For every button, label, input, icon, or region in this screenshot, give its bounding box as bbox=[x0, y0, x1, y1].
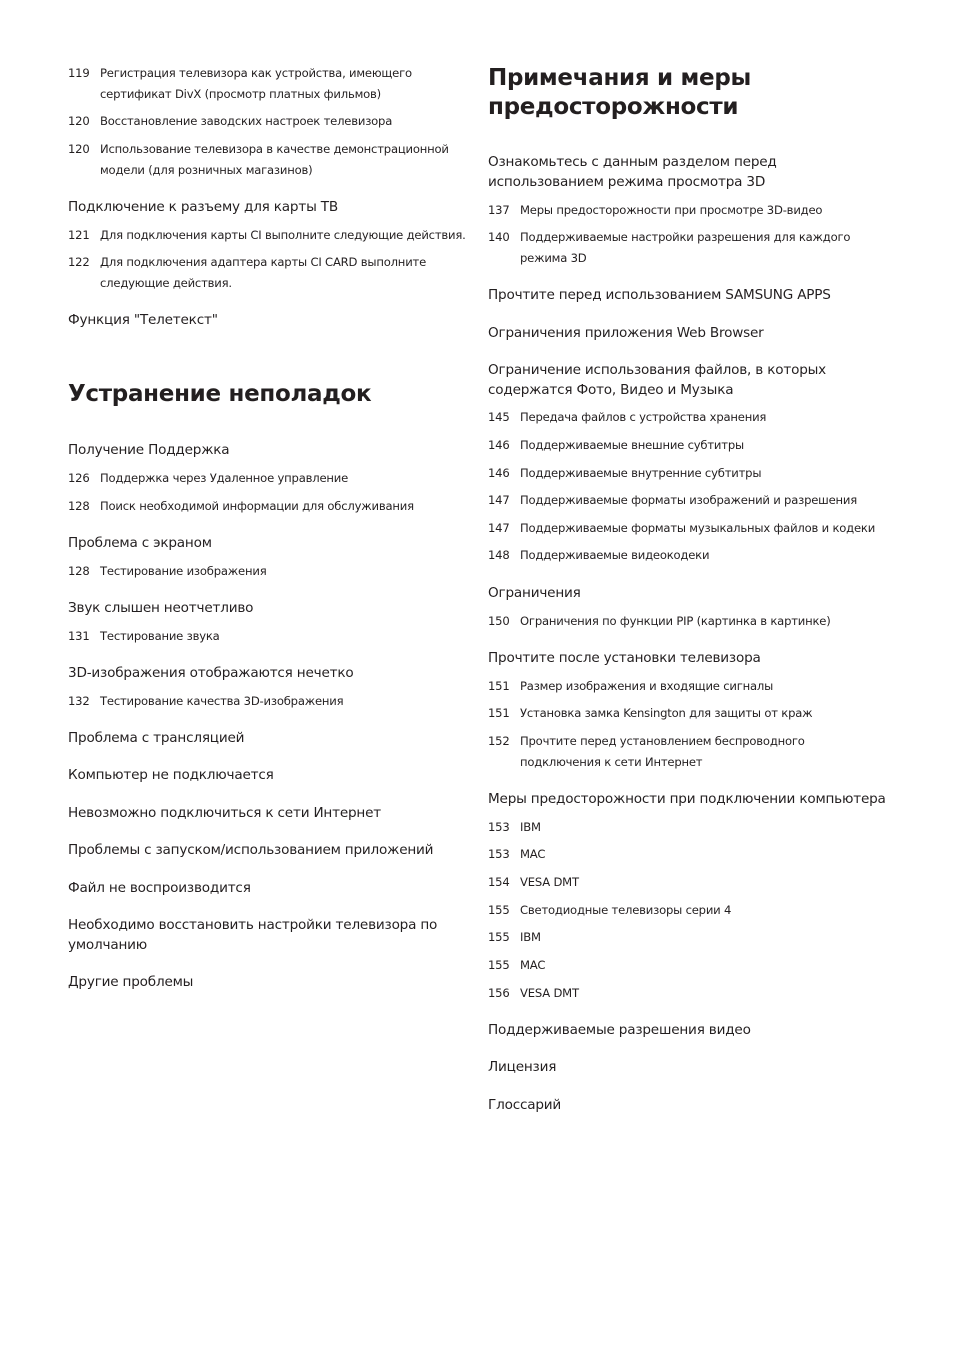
toc-entry[interactable] bbox=[68, 139, 468, 181]
page-number: 155 bbox=[488, 958, 510, 972]
entry-text: Поиск необходимой информации для обслуживания bbox=[100, 499, 414, 513]
entry-text: VESA DMT bbox=[520, 986, 579, 1000]
page-number: 147 bbox=[488, 493, 510, 507]
entry-text: Установка замка Kensington для защиты от краж bbox=[520, 706, 813, 720]
section-title-samsung-apps[interactable]: Прочтите перед использованием SAMSUNG APPS bbox=[488, 287, 831, 303]
entry-text: Для подключения адаптера карты CI CARD выполните следующие действия. bbox=[100, 255, 427, 290]
page-number: 122 bbox=[68, 255, 90, 269]
toc-entry[interactable] bbox=[68, 496, 468, 517]
section-title-apps[interactable]: Проблемы с запуском/использованием приложений bbox=[68, 842, 434, 858]
toc-entry[interactable] bbox=[488, 435, 898, 456]
page-number: 120 bbox=[68, 114, 90, 128]
page-number: 140 bbox=[488, 230, 510, 244]
page-number: 148 bbox=[488, 548, 510, 562]
page-number: 137 bbox=[488, 203, 510, 217]
entry-text: Тестирование качества 3D-изображения bbox=[100, 694, 344, 708]
toc-entry[interactable] bbox=[68, 468, 468, 489]
page-number: 150 bbox=[488, 614, 510, 628]
page-number: 128 bbox=[68, 499, 90, 513]
section-title-glossary[interactable]: Глоссарий bbox=[488, 1097, 562, 1113]
entry-text: Размер изображения и входящие сигналы bbox=[520, 679, 774, 693]
section-title-reset[interactable]: Необходимо восстановить настройки телевизора по умолчанию bbox=[68, 917, 438, 953]
section-title-file[interactable]: Файл не воспроизводится bbox=[68, 880, 251, 896]
entry-text: Поддерживаемые форматы изображений и разрешения bbox=[520, 493, 858, 507]
toc-entry[interactable] bbox=[488, 518, 898, 539]
toc-entry[interactable] bbox=[488, 463, 898, 484]
toc-entry[interactable] bbox=[488, 200, 888, 221]
toc-entry[interactable] bbox=[68, 626, 468, 647]
entry-text: IBM bbox=[520, 820, 541, 834]
toc-entry[interactable] bbox=[68, 225, 478, 246]
entry-text: Поддерживаемые видеокодеки bbox=[520, 548, 710, 562]
toc-entry[interactable] bbox=[488, 545, 898, 566]
page-number: 153 bbox=[488, 820, 510, 834]
toc-entry[interactable] bbox=[488, 983, 888, 1004]
toc-entry[interactable] bbox=[68, 111, 468, 132]
page-number: 120 bbox=[68, 142, 90, 156]
toc-entry[interactable] bbox=[488, 731, 848, 773]
section-title-teletext[interactable]: Функция "Телетекст" bbox=[68, 312, 218, 328]
entry-text: Передача файлов с устройства хранения bbox=[520, 410, 767, 424]
section-title-other[interactable]: Другие проблемы bbox=[68, 974, 194, 990]
toc-entry[interactable] bbox=[488, 872, 888, 893]
section-title-video-resolutions[interactable]: Поддерживаемые разрешения видео bbox=[488, 1022, 751, 1038]
toc-entry[interactable] bbox=[488, 900, 888, 921]
toc-entry[interactable] bbox=[68, 561, 468, 582]
section-title-web-browser[interactable]: Ограничения приложения Web Browser bbox=[488, 325, 764, 341]
toc-entry[interactable] bbox=[488, 676, 898, 697]
page-number: 128 bbox=[68, 564, 90, 578]
section-title-broadcast[interactable]: Проблема с трансляцией bbox=[68, 730, 245, 746]
section-title-license[interactable]: Лицензия bbox=[488, 1059, 557, 1075]
entry-text: MAC bbox=[520, 958, 546, 972]
page-number: 156 bbox=[488, 986, 510, 1000]
section-title-3d[interactable]: 3D-изображения отображаются нечетко bbox=[68, 665, 354, 681]
section-title-pc[interactable]: Меры предосторожности при подключении компьютера bbox=[488, 791, 886, 807]
entry-text: Поддерживаемые форматы музыкальных файлов и кодеки bbox=[520, 521, 876, 535]
entry-text: Регистрация телевизора как устройства, имеющего сертификат DivX (просмотр платных фильмов) bbox=[100, 66, 412, 101]
toc-entry[interactable] bbox=[488, 927, 888, 948]
page-number: 132 bbox=[68, 694, 90, 708]
entry-text: Светодиодные телевизоры серии 4 bbox=[520, 903, 732, 917]
chapter-heading-troubleshooting: Устранение неполадок bbox=[68, 381, 372, 407]
entry-text: Прочтите перед установлением беспроводного подключения к сети Интернет bbox=[520, 734, 805, 769]
page-number: 126 bbox=[68, 471, 90, 485]
section-title-screen[interactable]: Проблема с экраном bbox=[68, 535, 212, 551]
entry-text: Восстановление заводских настроек телевизора bbox=[100, 114, 393, 128]
toc-entry[interactable] bbox=[488, 844, 888, 865]
section-title-sound[interactable]: Звук слышен неотчетливо bbox=[68, 600, 254, 616]
section-title-computer[interactable]: Компьютер не подключается bbox=[68, 767, 274, 783]
entry-text: Поддерживаемые внешние субтитры bbox=[520, 438, 744, 452]
page-number: 153 bbox=[488, 847, 510, 861]
entry-text: Поддерживаемые настройки разрешения для каждого режима 3D bbox=[520, 230, 851, 265]
section-title-support[interactable]: Получение Поддержка bbox=[68, 442, 230, 458]
section-title-after-install[interactable]: Прочтите после установки телевизора bbox=[488, 650, 761, 666]
page-number: 151 bbox=[488, 679, 510, 693]
toc-entry[interactable] bbox=[488, 490, 898, 511]
entry-text: Меры предосторожности при просмотре 3D-видео bbox=[520, 203, 823, 217]
entry-text: Ограничения по функции PIP (картинка в картинке) bbox=[520, 614, 831, 628]
page-number: 155 bbox=[488, 930, 510, 944]
section-title-3d-read[interactable]: Ознакомьтесь с данным разделом перед использованием режима просмотра 3D bbox=[488, 154, 777, 190]
toc-entry[interactable] bbox=[68, 691, 468, 712]
page-number: 155 bbox=[488, 903, 510, 917]
chapter-heading-notes: Примечания и меры предосторожности bbox=[488, 65, 752, 120]
page-number: 131 bbox=[68, 629, 90, 643]
page-number: 154 bbox=[488, 875, 510, 889]
entry-text: MAC bbox=[520, 847, 546, 861]
page-number: 146 bbox=[488, 438, 510, 452]
section-title-ci-slot[interactable]: Подключение к разъему для карты ТВ bbox=[68, 199, 338, 215]
toc-entry[interactable] bbox=[488, 611, 898, 632]
section-title-files[interactable]: Ограничение использования файлов, в которых содержатся Фото, Видео и Музыка bbox=[488, 362, 826, 398]
toc-entry[interactable] bbox=[68, 252, 448, 294]
entry-text: Тестирование изображения bbox=[100, 564, 267, 578]
entry-text: Использование телевизора в качестве демонстрационной модели (для розничных магазинов) bbox=[100, 142, 449, 177]
page-number: 119 bbox=[68, 66, 90, 80]
entry-text: IBM bbox=[520, 930, 541, 944]
page-number: 121 bbox=[68, 228, 90, 242]
entry-text: Тестирование звука bbox=[100, 629, 220, 643]
entry-text: Для подключения карты CI выполните следующие действия. bbox=[100, 228, 466, 242]
section-title-internet[interactable]: Невозможно подключиться к сети Интернет bbox=[68, 805, 381, 821]
toc-entry[interactable] bbox=[488, 955, 888, 976]
entry-text: Поддержка через Удаленное управление bbox=[100, 471, 349, 485]
page-number: 152 bbox=[488, 734, 510, 748]
toc-entry[interactable] bbox=[488, 227, 868, 269]
entry-text: VESA DMT bbox=[520, 875, 579, 889]
page-number: 151 bbox=[488, 706, 510, 720]
toc-entry[interactable] bbox=[488, 817, 888, 838]
page-number: 145 bbox=[488, 410, 510, 424]
page-number: 146 bbox=[488, 466, 510, 480]
toc-entry[interactable] bbox=[488, 407, 898, 428]
page-number: 147 bbox=[488, 521, 510, 535]
toc-entry[interactable] bbox=[68, 63, 468, 105]
entry-text: Поддерживаемые внутренние субтитры bbox=[520, 466, 762, 480]
toc-entry[interactable] bbox=[488, 703, 898, 724]
section-title-limits[interactable]: Ограничения bbox=[488, 585, 581, 601]
